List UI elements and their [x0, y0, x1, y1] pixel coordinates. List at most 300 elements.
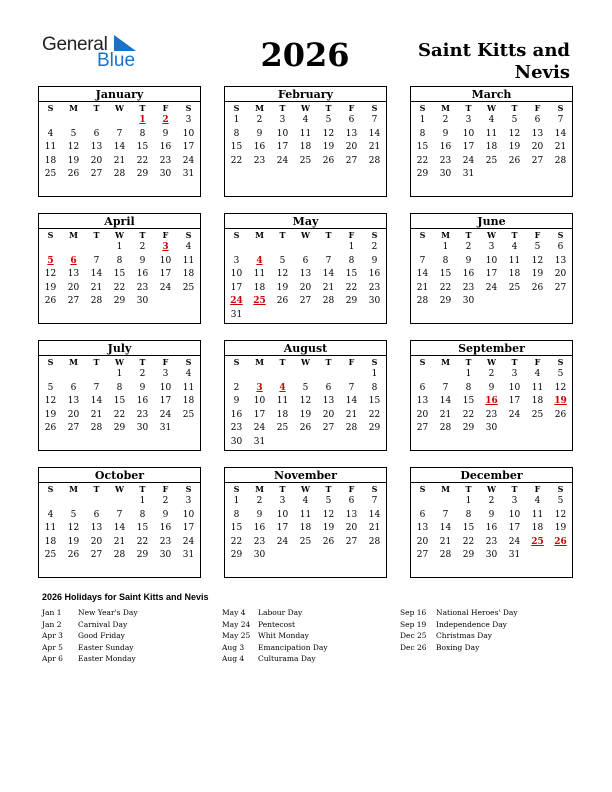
holidays-column [42, 607, 138, 665]
day-cell: 14 [113, 523, 126, 533]
day-cell: 21 [113, 155, 126, 166]
week-row [225, 295, 386, 309]
day-cell [248, 309, 271, 323]
day-cell [294, 309, 317, 323]
day-cell: 15 [230, 142, 243, 152]
holiday-item [222, 642, 328, 654]
day-cell [294, 241, 317, 255]
day-cell: 7 [442, 509, 449, 520]
holiday-item [400, 607, 518, 619]
weekday-label: M [441, 230, 450, 240]
day-cell: 20 [299, 282, 312, 293]
holiday-date-label: Aug 3 [222, 642, 245, 652]
day-cell: 22 [230, 536, 243, 547]
day-cell: 28 [368, 536, 381, 547]
holiday-date: 5 [47, 255, 54, 266]
day-cell [248, 241, 271, 255]
day-cell: 25 [508, 282, 521, 293]
day-cell [549, 422, 572, 436]
week-row [411, 368, 572, 382]
holiday-date-label: Jan 2 [42, 619, 62, 629]
weekday-label: F [534, 484, 541, 494]
week-row [411, 495, 572, 509]
day-cell: 20 [67, 282, 80, 293]
day-cell: 23 [253, 155, 266, 166]
logo-triangle-icon [114, 35, 136, 51]
day-cell: 28 [416, 296, 429, 306]
weekday-header [225, 229, 386, 241]
weekday-label: W [115, 357, 124, 367]
day-cell [503, 168, 526, 182]
week-row [225, 141, 386, 155]
day-cell: 5 [47, 382, 54, 393]
day-cell: 11 [276, 396, 289, 406]
week-row [39, 495, 200, 509]
day-cell: 12 [44, 396, 57, 406]
day-cell: 31 [230, 309, 243, 320]
day-cell: 20 [90, 155, 103, 166]
day-cell: 11 [44, 523, 57, 533]
day-grid [225, 483, 386, 563]
day-cell: 13 [67, 269, 80, 279]
day-cell: 25 [276, 423, 289, 433]
day-cell [271, 309, 294, 323]
week-row [411, 282, 572, 296]
day-cell: 23 [136, 282, 149, 293]
day-cell: 30 [159, 169, 172, 179]
day-cell: 6 [302, 255, 309, 266]
weekday-label: T [279, 103, 286, 113]
day-cell: 21 [368, 142, 381, 152]
day-cell [108, 114, 131, 128]
day-cell [85, 114, 108, 128]
day-cell: 24 [159, 282, 172, 293]
day-cell [317, 549, 340, 563]
weekday-label: S [371, 357, 378, 367]
day-cell: 1 [419, 115, 426, 125]
day-cell: 25 [531, 409, 544, 420]
day-cell [62, 241, 85, 255]
weekday-label: S [557, 103, 564, 113]
day-cell: 11 [299, 128, 312, 139]
day-cell: 7 [116, 509, 123, 520]
day-cell: 2 [162, 496, 169, 506]
weekday-label: T [511, 230, 518, 240]
day-cell: 2 [488, 496, 495, 506]
week-row [411, 549, 572, 563]
day-cell: 9 [442, 128, 449, 139]
day-cell: 8 [233, 128, 240, 139]
weekday-label: T [465, 230, 472, 240]
day-cell: 18 [253, 282, 266, 293]
weekday-label: S [233, 484, 240, 494]
day-cell [317, 368, 340, 382]
month-name: July [107, 342, 132, 355]
week-row [39, 241, 200, 255]
day-cell: 1 [233, 496, 240, 506]
day-cell [317, 436, 340, 450]
weekday-label: T [139, 103, 146, 113]
holiday-item [42, 619, 138, 631]
day-cell: 22 [136, 155, 149, 166]
day-cell: 6 [557, 242, 564, 252]
weekday-label: W [487, 230, 496, 240]
day-cell: 3 [185, 115, 192, 125]
day-cell: 8 [419, 128, 426, 139]
day-cell: 15 [368, 396, 381, 406]
day-cell: 29 [368, 423, 381, 433]
day-cell: 15 [462, 523, 475, 533]
week-row [411, 128, 572, 142]
holidays-column [400, 607, 518, 653]
day-cell: 14 [368, 509, 381, 520]
day-cell: 24 [276, 536, 289, 547]
day-cell: 13 [90, 142, 103, 152]
holiday-date-label: Apr 6 [42, 654, 63, 663]
day-cell: 8 [139, 128, 146, 139]
holiday-item [42, 630, 138, 642]
day-cell: 15 [113, 396, 126, 406]
week-row [39, 395, 200, 409]
day-cell: 24 [182, 536, 195, 547]
holiday-item [42, 653, 138, 665]
day-cell: 13 [67, 396, 80, 406]
holiday-name: Boxing Day [436, 642, 480, 652]
weekday-label: S [185, 230, 192, 240]
day-cell: 19 [67, 536, 80, 547]
day-cell: 10 [485, 255, 498, 266]
weekday-label: T [325, 230, 332, 240]
holiday-date: 4 [256, 255, 263, 266]
day-cell: 27 [90, 169, 103, 179]
weekday-label: F [534, 357, 541, 367]
day-cell: 27 [67, 423, 80, 433]
weekday-label: F [162, 357, 169, 367]
month-name: October [94, 469, 145, 482]
day-cell: 20 [90, 536, 103, 547]
day-cell: 6 [419, 382, 426, 393]
weekday-header [411, 229, 572, 241]
weekday-label: S [185, 357, 192, 367]
weekday-label: T [465, 103, 472, 113]
day-cell: 11 [182, 382, 195, 393]
weekday-label: T [93, 230, 100, 240]
day-cell: 12 [554, 509, 567, 520]
day-cell: 15 [230, 523, 243, 533]
holiday-name: New Year's Day [78, 608, 138, 617]
week-row [225, 241, 386, 255]
day-cell: 9 [465, 255, 472, 266]
day-cell: 25 [299, 536, 312, 547]
week-row [225, 495, 386, 509]
day-cell: 12 [322, 509, 335, 520]
day-cell: 11 [299, 509, 312, 520]
weekday-header [411, 102, 572, 114]
day-cell: 17 [159, 269, 172, 279]
day-cell: 14 [90, 269, 103, 279]
holiday-item [42, 642, 138, 654]
day-cell: 2 [465, 242, 472, 252]
holiday-date: 16 [485, 396, 498, 406]
day-cell: 17 [182, 142, 195, 152]
day-cell: 22 [439, 282, 452, 293]
day-cell: 30 [485, 423, 498, 433]
week-row [225, 255, 386, 269]
day-cell: 24 [508, 409, 521, 420]
day-cell: 19 [67, 155, 80, 166]
day-cell: 22 [113, 409, 126, 420]
holiday-item [222, 653, 328, 665]
day-cell: 31 [182, 550, 195, 560]
day-cell: 9 [256, 128, 263, 139]
week-row [39, 155, 200, 169]
day-cell [434, 495, 457, 509]
day-cell: 6 [70, 382, 77, 393]
weekday-label: S [47, 103, 54, 113]
weekday-header [39, 102, 200, 114]
day-cell [62, 368, 85, 382]
day-cell: 3 [511, 369, 518, 379]
day-cell: 29 [230, 550, 243, 560]
day-cell: 15 [462, 396, 475, 406]
day-cell [85, 368, 108, 382]
day-cell: 7 [348, 382, 355, 393]
holiday-date-label: May 24 [222, 619, 251, 629]
holiday-item [222, 630, 328, 642]
day-cell: 1 [465, 496, 472, 506]
day-cell: 6 [348, 496, 355, 506]
weekday-label: S [233, 230, 240, 240]
day-cell: 7 [116, 128, 123, 139]
day-cell: 5 [70, 128, 77, 139]
weekday-label: F [534, 103, 541, 113]
weekday-label: T [279, 230, 286, 240]
holiday-date: 25 [531, 536, 544, 547]
day-cell: 1 [442, 242, 449, 252]
weekday-label: S [233, 103, 240, 113]
day-cell: 10 [462, 128, 475, 139]
day-cell: 13 [416, 396, 429, 406]
day-cell [225, 241, 248, 255]
day-cell [39, 495, 62, 509]
weekday-label: F [162, 484, 169, 494]
day-cell: 29 [439, 296, 452, 306]
day-cell: 21 [368, 523, 381, 533]
day-cell: 1 [139, 496, 146, 506]
week-row [39, 268, 200, 282]
year-title: 2026 [260, 36, 350, 74]
day-cell: 5 [325, 115, 332, 125]
day-cell: 30 [136, 296, 149, 306]
weekday-label: S [371, 484, 378, 494]
day-cell: 30 [159, 550, 172, 560]
day-cell: 16 [136, 269, 149, 279]
day-cell: 26 [531, 282, 544, 293]
day-cell: 16 [485, 523, 498, 533]
day-cell: 8 [116, 255, 123, 266]
day-cell: 4 [47, 128, 54, 139]
week-row [411, 114, 572, 128]
day-cell: 30 [485, 550, 498, 560]
day-cell: 11 [44, 142, 57, 152]
weekday-label: T [279, 484, 286, 494]
holiday-name: Easter Monday [78, 654, 136, 663]
day-cell [39, 368, 62, 382]
day-cell [154, 295, 177, 309]
day-cell [340, 309, 363, 323]
day-cell: 25 [44, 169, 57, 179]
day-grid [39, 229, 200, 309]
holiday-date-label: May 4 [222, 608, 246, 617]
weekday-header [225, 483, 386, 495]
weekday-label: F [162, 230, 169, 240]
day-cell: 16 [368, 269, 381, 279]
day-cell [526, 422, 549, 436]
weekday-label: S [185, 484, 192, 494]
day-cell: 6 [325, 382, 332, 393]
weekday-label: W [301, 103, 310, 113]
day-grid [225, 102, 386, 168]
month-february [224, 86, 387, 197]
day-cell: 16 [136, 396, 149, 406]
day-cell: 9 [162, 509, 169, 520]
day-cell [62, 114, 85, 128]
day-cell: 16 [159, 523, 172, 533]
holiday-name: Whit Monday [258, 631, 309, 640]
holiday-date-label: Aug 4 [222, 654, 245, 663]
day-cell: 12 [44, 269, 57, 279]
day-cell: 12 [508, 128, 521, 139]
day-cell: 20 [531, 142, 544, 152]
week-row [39, 368, 200, 382]
day-cell [317, 241, 340, 255]
day-cell [340, 549, 363, 563]
holiday-name: Easter Sunday [78, 642, 134, 652]
day-cell [85, 241, 108, 255]
week-row [39, 141, 200, 155]
weekday-label: S [371, 230, 378, 240]
day-cell: 28 [345, 423, 358, 433]
day-cell: 28 [113, 550, 126, 560]
day-cell: 21 [113, 536, 126, 547]
day-cell: 13 [322, 396, 335, 406]
holiday-date-label: Sep 19 [400, 619, 427, 629]
day-cell: 2 [371, 242, 378, 252]
day-cell: 29 [136, 550, 149, 560]
day-cell: 9 [256, 509, 263, 520]
day-cell: 25 [299, 155, 312, 166]
day-cell: 25 [44, 550, 57, 560]
day-cell: 24 [485, 282, 498, 293]
weekday-header [411, 483, 572, 495]
day-cell: 18 [276, 409, 289, 420]
day-cell: 19 [299, 409, 312, 420]
day-cell: 30 [230, 436, 243, 447]
week-row [225, 155, 386, 169]
week-row [411, 241, 572, 255]
day-cell: 9 [488, 382, 495, 393]
day-cell: 7 [557, 115, 564, 125]
week-row [225, 382, 386, 396]
weekday-label: S [47, 230, 54, 240]
day-cell: 8 [465, 382, 472, 393]
weekday-label: S [47, 484, 54, 494]
month-name: June [477, 215, 506, 228]
day-cell: 17 [276, 142, 289, 152]
day-cell: 18 [44, 155, 57, 166]
day-cell [271, 436, 294, 450]
day-cell [294, 549, 317, 563]
day-cell: 12 [299, 396, 312, 406]
weekday-header [39, 483, 200, 495]
day-cell: 21 [554, 142, 567, 152]
day-cell: 14 [322, 269, 335, 279]
weekday-label: F [348, 230, 355, 240]
holiday-name: Labour Day [258, 608, 303, 617]
day-cell: 18 [299, 523, 312, 533]
day-cell: 9 [162, 128, 169, 139]
day-cell: 16 [253, 523, 266, 533]
holiday-name: Carnival Day [78, 619, 128, 629]
weekday-label: S [419, 103, 426, 113]
day-cell: 27 [90, 550, 103, 560]
day-cell: 16 [439, 142, 452, 152]
day-cell: 5 [325, 496, 332, 506]
weekday-label: S [47, 357, 54, 367]
weekday-label: S [233, 357, 240, 367]
day-cell: 30 [136, 423, 149, 433]
day-cell: 20 [67, 409, 80, 420]
day-cell: 22 [136, 536, 149, 547]
weekday-label: F [348, 357, 355, 367]
day-cell: 21 [90, 409, 103, 420]
day-cell: 11 [182, 255, 195, 266]
day-cell [177, 295, 200, 309]
month-name: March [471, 88, 512, 101]
day-cell [480, 168, 503, 182]
day-cell: 2 [442, 115, 449, 125]
day-cell: 27 [416, 423, 429, 433]
week-row [411, 268, 572, 282]
day-cell: 27 [416, 550, 429, 560]
weekday-label: W [115, 103, 124, 113]
weekday-label: M [69, 230, 78, 240]
month-april [38, 213, 201, 324]
day-cell: 6 [93, 509, 100, 520]
week-row [411, 155, 572, 169]
day-cell: 8 [116, 382, 123, 393]
week-row [225, 536, 386, 550]
day-cell: 27 [345, 155, 358, 166]
day-cell: 28 [113, 169, 126, 179]
weekday-label: S [557, 230, 564, 240]
day-cell [248, 368, 271, 382]
day-cell: 6 [348, 115, 355, 125]
day-cell [363, 309, 386, 323]
day-cell: 2 [139, 242, 146, 252]
day-cell: 18 [485, 142, 498, 152]
day-cell: 28 [90, 423, 103, 433]
holiday-name: Christmas Day [436, 631, 492, 640]
holiday-date-label: Apr 5 [42, 642, 63, 652]
day-cell: 17 [159, 396, 172, 406]
day-cell: 27 [322, 423, 335, 433]
day-cell: 6 [534, 115, 541, 125]
day-cell: 5 [279, 255, 286, 266]
day-cell: 18 [182, 269, 195, 279]
month-january [38, 86, 201, 197]
weekday-label: T [325, 103, 332, 113]
